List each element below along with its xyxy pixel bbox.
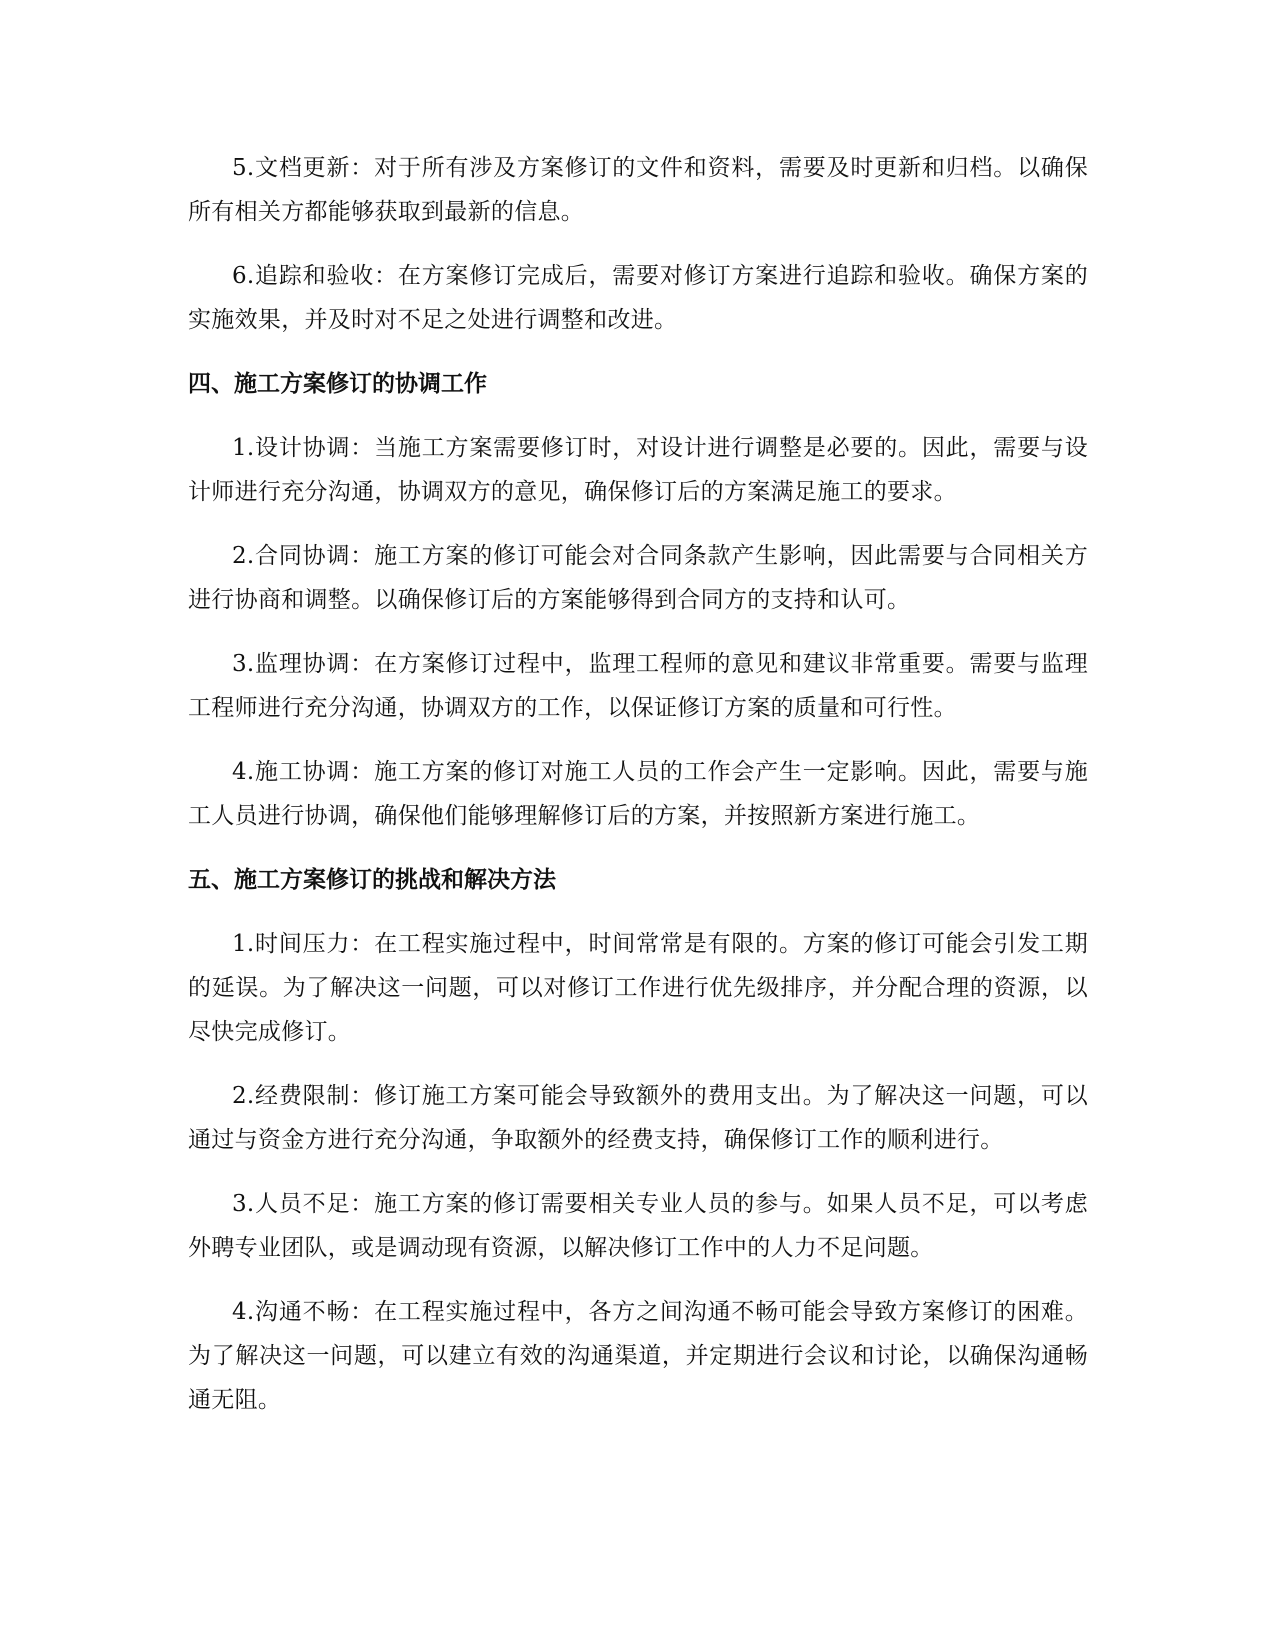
paragraph-poor-communication: 4.沟通不畅：在工程实施过程中，各方之间沟通不畅可能会导致方案修订的困难。为了解决这一问题，可以建立有效的沟通渠道，并定期进行会议和讨论，以确保沟通畅通无阻。 [188, 1299, 1088, 1413]
paragraph-budget-limits: 2.经费限制：修订施工方案可能会导致额外的费用支出。为了解决这一问题，可以通过与资金方进行充分沟通，争取额外的经费支持，确保修订工作的顺利进行。 [188, 1083, 1088, 1153]
paragraph-design-coordination: 1.设计协调：当施工方案需要修订时，对设计进行调整是必要的。因此，需要与设计师进行充分沟通，协调双方的意见，确保修订后的方案满足施工的要求。 [188, 435, 1088, 505]
paragraph-document-update: 5.文档更新：对于所有涉及方案修订的文件和资料，需要及时更新和归档。以确保所有相关方都能够获取到最新的信息。 [188, 155, 1088, 225]
paragraph-construction-coordination: 4.施工协调：施工方案的修订对施工人员的工作会产生一定影响。因此，需要与施工人员进行协调，确保他们能够理解修订后的方案，并按照新方案进行施工。 [188, 759, 1088, 829]
paragraph-tracking-acceptance: 6.追踪和验收：在方案修订完成后，需要对修订方案进行追踪和验收。确保方案的实施效果，并及时对不足之处进行调整和改进。 [188, 263, 1088, 333]
document-body [188, 146, 1088, 1442]
paragraph-time-pressure: 1.时间压力：在工程实施过程中，时间常常是有限的。方案的修订可能会引发工期的延误。为了解决这一问题，可以对修订工作进行优先级排序，并分配合理的资源，以尽快完成修订。 [188, 931, 1088, 1045]
section-heading-challenges: 五、施工方案修订的挑战和解决方法 [188, 867, 556, 893]
paragraph-staff-shortage: 3.人员不足：施工方案的修订需要相关专业人员的参与。如果人员不足，可以考虑外聘专业团队，或是调动现有资源，以解决修订工作中的人力不足问题。 [188, 1191, 1088, 1261]
section-heading-coordination: 四、施工方案修订的协调工作 [188, 371, 487, 397]
paragraph-contract-coordination: 2.合同协调：施工方案的修订可能会对合同条款产生影响，因此需要与合同相关方进行协商和调整。以确保修订后的方案能够得到合同方的支持和认可。 [188, 543, 1088, 613]
paragraph-supervision-coordination: 3.监理协调：在方案修订过程中，监理工程师的意见和建议非常重要。需要与监理工程师进行充分沟通，协调双方的工作，以保证修订方案的质量和可行性。 [188, 651, 1088, 721]
